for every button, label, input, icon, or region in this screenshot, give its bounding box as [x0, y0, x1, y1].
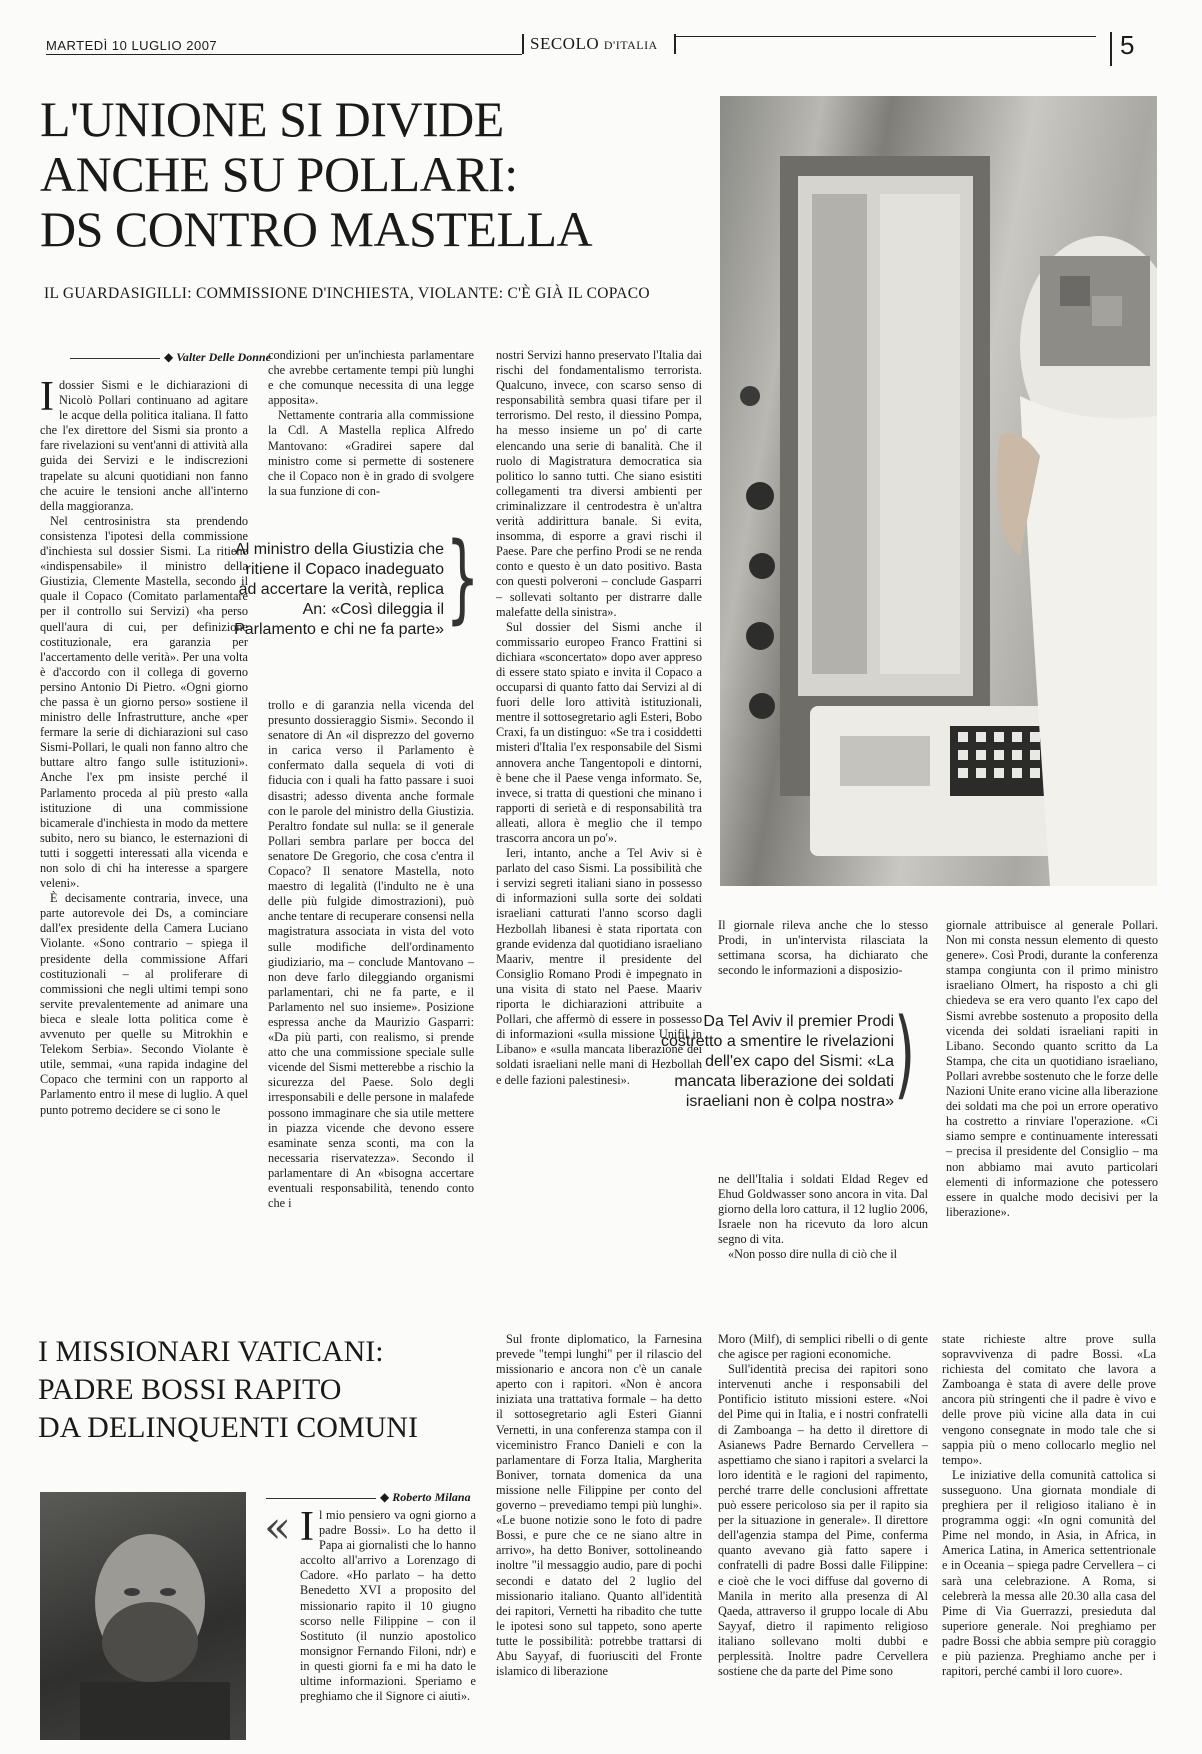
paragraph: Sull'identità precisa dei rapitori sono intervenuti anche i responsabili del Pontificio istituto missioni estere. «Noi del Pime qui in Italia, e i nostri confratelli di Zamboanga – ha detto il direttore di Asianews Padre Bernardo Cervellera – aspettiamo che siano i rapitori a svelarci la loro identità e le ragioni del rapimento, perché trarre delle conclusioni affrettate può essere pericoloso sia per il rapito sia per la situazione in generale». Il direttore dell'agenzia stampa del Pime, conferma quanto avevano già fatto sapere i confratelli di padre Bossi dalle Filippine: e cioè che le voci diffuse dal governo di Manila in merito alla presenza di Al Qaeda, attraverso il gruppo locale di Abu Sayyaf, dietro il rapimento religioso italiano sollevano molti dubbi e perplessità. Inoltre padre Cervellera sostiene che da parte del Pime sono [718, 1362, 928, 1679]
paragraph: nostri Servizi hanno preservato l'Italia dai rischi del fondamentalismo terrorista. Qualcuno, invece, con scarso senso di responsabilità sembra quasi tifare per il terrorismo. Del resto, il diessino Pompa, ha messo insieme un po' di carte elencando una serie di banalità. Che il ruolo di Magistratura democratica sia politico lo sanno tutti. Che siano esistiti collegamenti tra diversi ambienti per criminalizzare il centrodestra è un'altra verità addirittura banale. Si evita, insomma, di esporre a gravi rischi il Paese. Pare che perfino Prodi se ne renda conto e questo è un dato positivo. Basta con questi polveroni – conclude Gasparri – sollevati soltanto per distrarre dalle malefatte della sinistra». [496, 348, 702, 619]
paragraph: trollo e di garanzia nella vicenda del presunto dossieraggio Sismi». Secondo il senatore di An «il disprezzo del governo in carica verso il Parlamento è confermato dalla sequela di voti di fiducia con i quali ha fatto passare i suoi disastri; adesso diventa anche formale con le parole del ministro della Giustizia. Peraltro fondate sul nulla: se il generale Pollari sembra parlare per bocca del senatore De Gregorio, che cosa c'entra il Copaco? Il senatore Mastella, noto maestro di legalità (l'indulto ne è una delle più fulgide dimostrazioni), può anche tentare di recuperare consensi nella magistratura associata in vista del voto sulle modifiche dell'ordinamento giudiziario, ma – conclude Mantovano – non deve farlo dileggiando organismi parlamentari, chi ne fa parte, e il Parlamento nel suo insieme». Posizione espressa anche da Maurizio Gasparri: «Da più parti, con realismo, si prende atto che una commissione speciale sulle vicende del Sismi metterebbe a rischio la sicurezza del Paese. Solo degli irresponsabili e delle persone in malafede possono immaginare che sia utile mettere in piazza vicende che devono essere esaminate senza sconti, ma con la necessaria riservatezza». Secondo il parlamentare di An «bisogna accertare eventuali responsabilità, tenendo conto che i [268, 698, 474, 1211]
headline-line: DA DELINQUENTI COMUNI [38, 1411, 418, 1444]
headline-line: I MISSIONARI VATICANI: [38, 1335, 384, 1368]
article1-column-2-bottom [268, 698, 474, 1211]
header-rule-right [676, 36, 1096, 37]
paragraph: state richieste altre prove sulla sopravvivenza di padre Bossi. «La richiesta del comitato che lavora a Zamboanga è stata di avere delle prove ancora più stringenti che il padre è vivo e delle prove più vicine alla data in cui vengono consegnate in modo tale che si sappia più o meno collocarlo meglio nel tempo». [942, 1332, 1156, 1467]
paragraph: condizioni per un'inchiesta parlamentare che avrebbe certamente tempi più lunghi e che comunque necessita di una legge apposita». [268, 348, 474, 408]
paragraph: Nel centrosinistra sta prendendo consistenza l'ipotesi della commissione d'inchiesta sul dossier Sismi. La ritiene «indispensabile» il ministro della Giustizia, Clemente Mastella, secondo il quale il Copaco (Comitato parlamentare per il controllo sui Servizi) «ha perso quell'aura di cui, per definizione costituzionale, era garanzia per l'accertamento delle verità». Per una volta è d'accordo con il collega di governo persino Antonio Di Pietro. «Ogni giorno che passa è un giorno perso» sostiene il ministro delle Infrastrutture, anche «per fermare la serie di dichiarazioni sul caso Sismi-Pollari, le quali non fanno altro che buttare altro fango sulle istituzioni». Anche l'ex pm insiste perché il Parlamento proceda al più presto «alla istituzione di una commissione bicamerale d'inchiesta in modo da mettere subito, nero su bianco, le esternazioni di tutti i soggetti interessati alla vicenda e non solo di chi ha interesse a spargere veleni». [40, 513, 248, 891]
article1-column-3 [496, 348, 702, 1088]
article1-column-2-top [268, 348, 474, 499]
article1-subheadline: IL GUARDASIGILLI: COMMISSIONE D'INCHIESTA, VIOLANTE: C'È GIÀ IL COPACO [44, 285, 650, 302]
paragraph: Sul fronte diplomatico, la Farnesina prevede "tempi lunghi" per il rilascio del missionario e ancora non c'è un canale aperto con i rapitori. «Non è ancora iniziata una trattativa formale – ha detto il sottosegretario agli Esteri Gianni Vernetti, in una conferenza stampa con il viceministro Franco Danieli e con la parlamentare di Forza Italia, Margherita Boniver, tornata domenica da una missione nelle Filippine per conto del governo – prevediamo tempi più lunghi». «Le buone notizie sono le foto di padre Bossi, e pure che ce ne siano altre in arrivo», ha detto Boniver, sottolineando inoltre "il messaggio audio, pare di pochi secondi e datato del 2 luglio del missionario italiano. Quanto all'identità dei rapitori, Vernetti ha ribadito che tutte le ipotesi sono sul tappeto, sono aperte tutte le possibilità: potrebbe trattarsi di Abu Sayyaf, di fuoriusciti del Fronte islamico di liberazione [496, 1332, 702, 1679]
header-rule-left [46, 54, 522, 55]
dropcap: I [40, 374, 54, 420]
article1-byline: ◆ Valter Delle Donne [70, 350, 271, 365]
article1-column-4-top [718, 918, 928, 978]
article2-column-2 [496, 1332, 702, 1679]
quote-open-icon: « [264, 1502, 291, 1553]
paragraph: giornale attribuisce al generale Pollari. Non mi consta nessun elemento di questo genere». Così Prodi, durante la conferenza stampa congiunta con il primo ministro israeliano Olmert, ha risposto a chi gli chiedeva se era vero quanto l'ex capo del Sismi avrebbe sostenuto a proposito della vicenda dei soldati israeliani rapiti in Libano. Secondo quanto scritto da La Stampa, che cita un quotidiano israeliano, Pollari avrebbe sostenuto che le forze delle Nazioni Unite erano vicine alla liberazione dei soldati ma che poi un errore operativo ha costretto a rinviare l'operazione. «Ci siamo sempre e continuamente interessati – precisa il presidente del Consiglio – ma non abbiamo mai avuto particolari elementi di informazione che potessero essere in qualche modo decisivi per la liberazione». [946, 918, 1158, 1219]
article2-photo [40, 1492, 246, 1740]
article1-column-4-bottom [718, 1172, 928, 1263]
headline-line: ANCHE SU POLLARI: [40, 146, 518, 202]
paragraph: ne dell'Italia i soldati Eldad Regev ed Ehud Goldwasser sono ancora in vita. Dal giorno della loro cattura, il 12 luglio 2006, Israele non ha ricevuto da loro alcun segno di vita. [718, 1172, 928, 1247]
masthead-suffix: D'ITALIA [603, 38, 658, 52]
article1-pullquote-1: Al ministro della Giustizia che ritiene il Copaco inadeguato ad accertare la verità, replica An: «Così dileggia il Parlamento e chi ne fa parte» [234, 541, 444, 638]
paragraph: Nettamente contraria alla commissione la Cdl. A Mastella replica Alfredo Mantovano: «Gradirei sapere dal ministro come si permette di sostenere che il Copaco non è in grado di svolgere la sua funzione di con- [268, 408, 474, 498]
paragraph: l mio pensiero va ogni giorno a padre Bossi». Lo ha detto il Papa ai giornalisti che lo hanno accolto all'arrivo a Lorenzago di Cadore. «Ho parlato – ha detto Benedetto XVI a proposito del missionario rapito il 10 giugno scorso nelle Filippine – con il Sostituto (il nunzio apostolico monsignor Fernando Filoni, ndr) e in questi giorni fa e mi ha dato le ultime informazioni. Speriamo e preghiamo che il Signore ci aiuti». [300, 1508, 476, 1704]
article1-headline [40, 92, 680, 257]
headline-line: L'UNIONE SI DIVIDE [40, 91, 504, 147]
article1-pullquote-2: Da Tel Aviv il premier Prodi costretto a smentire le rivelazioni dell'ex capo del Sismi: «La mancata liberazione dei soldati israeliani non è colpa nostra» [661, 1013, 894, 1110]
header-bar [1110, 32, 1112, 66]
headline-line: PADRE BOSSI RAPITO [38, 1373, 342, 1406]
byline-author: Roberto Milana [392, 1490, 471, 1504]
headline-line: DS CONTRO MASTELLA [40, 201, 593, 257]
header-bar [522, 34, 524, 54]
header-bar [674, 34, 676, 54]
article2-byline: ◆ Roberto Milana [266, 1490, 471, 1505]
byline-author: Valter Delle Donne [176, 350, 271, 364]
page-number: 5 [1120, 30, 1135, 60]
article2-headline [38, 1333, 498, 1447]
issue-date: MARTEDÌ 10 LUGLIO 2007 [46, 38, 218, 53]
running-header [46, 30, 1146, 66]
masthead-name: SECOLO [530, 34, 600, 53]
paragraph: Sul dossier del Sismi anche il commissario europeo Franco Frattini si dichiara «sconcertato» dopo aver appreso di essere stato spiato e invita il Copaco a occuparsi di quanto fatto dai Servizi al di fuori delle loro attività istituzionali, mentre il sottosegretario agli Esteri, Bobo Craxi, fa un distinguo: «Se tra i cosiddetti misteri d'Italia l'ex responsabile del Sismi annovera anche Tangentopoli e dintorni, è bene che il Paese venga informato. Se, invece, si tratta di questioni che minano i rapporti di serietà e di responsabilità tra alleati, allora è meglio che il tempo trascorra ancora un po'». [496, 619, 702, 845]
paragraph: Il giornale rileva anche che lo stesso Prodi, in un'intervista rilasciata la settimana scorsa, ha dichiarato che secondo le informazioni a disposizio- [718, 918, 928, 978]
article1-photo [720, 96, 1157, 886]
paragraph: Ieri, intanto, anche a Tel Aviv si è parlato del caso Sismi. La possibilità che i servizi segreti italiani siano in possesso di informazioni sulla sorte dei soldati israeliani catturati l'anno scorso dagli Hezbollah libanesi è stata riportata con grande evidenza dal quotidiano israeliano Maariv, mentre il presidente del Consiglio Romano Prodi è impegnato in una visita di stato nel Paese. Maariv riporta le dichiarazioni attribuite a Pollari, che affermò di essere in possesso di informazioni «sulla missione Unifil in Libano» e «sulla mancata liberazione dei soldati israeliani nelle mani di Hezbollah e delle fazioni palestinesi». [496, 846, 702, 1087]
paragraph: dossier Sismi e le dichiarazioni di Nicolò Pollari continuano ad agitare le acque della politica italiana. Il fatto che l'ex direttore del Sismi sia pronto a fare rivelazioni su vent'anni di attività alla guida dei Servizi e le indiscrezioni trapelate su alcuni quotidiani non fanno che acuire le tensioni anche all'interno della maggioranza. [40, 378, 248, 513]
article1-column-1 [40, 374, 248, 1118]
article2-column-1 [300, 1504, 476, 1704]
paragraph: Moro (Milf), di semplici ribelli o di gente che agisce per ragioni economiche. [718, 1332, 928, 1362]
paragraph: Le iniziative della comunità cattolica si susseguono. Una giornata mondiale di preghiera per il religioso italiano è in programma oggi: «In ogni comunità del Pime nel mondo, in Asia, in Africa, in America Latina, in America settentrionale e in Oceania – spiega padre Cervellera – ci sarà una celebrazione. A Roma, si celebrerà la messa alle 20.30 alla casa del Pime di Via Guerrazzi, presieduta dal superiore generale. Noi preghiamo per padre Bossi che abbia sempre più coraggio e più pazienza. Preghiamo anche per i rapitori, perché cambi il loro cuore». [942, 1467, 1156, 1679]
dropcap: I [300, 1504, 314, 1550]
article2-column-4 [942, 1332, 1156, 1679]
photo-machine-illustration [720, 96, 1157, 886]
byline-rule [70, 358, 160, 359]
masthead [530, 34, 658, 54]
byline-rule [266, 1498, 376, 1499]
portrait-illustration [40, 1492, 246, 1740]
article2-column-3 [718, 1332, 928, 1679]
paragraph: «Non posso dire nulla di ciò che il [728, 1247, 898, 1262]
brace-icon: ) [894, 998, 916, 1110]
paragraph: È decisamente contraria, invece, una parte autorevole dei Ds, a cominciare dall'ex presidente della Camera Luciano Violante. «Sono contrario – spiega il presidente della commissione Affari costituzionali – al proliferare di commissioni che negli ultimi tempi sono servite prevalentemente ad animare una bieca e sleale lotta politica come è avvenuto per quelle su Mitrokhin e Telekom Serbia». Secondo Violante è utile, semmai, «una rapida indagine del Copaco che termini con un rapporto al Parlamento entro il mese di luglio. A quel punto potremo decidere se ci sono le [40, 891, 248, 1117]
brace-icon: } [445, 522, 480, 634]
article1-column-5 [946, 918, 1158, 1220]
